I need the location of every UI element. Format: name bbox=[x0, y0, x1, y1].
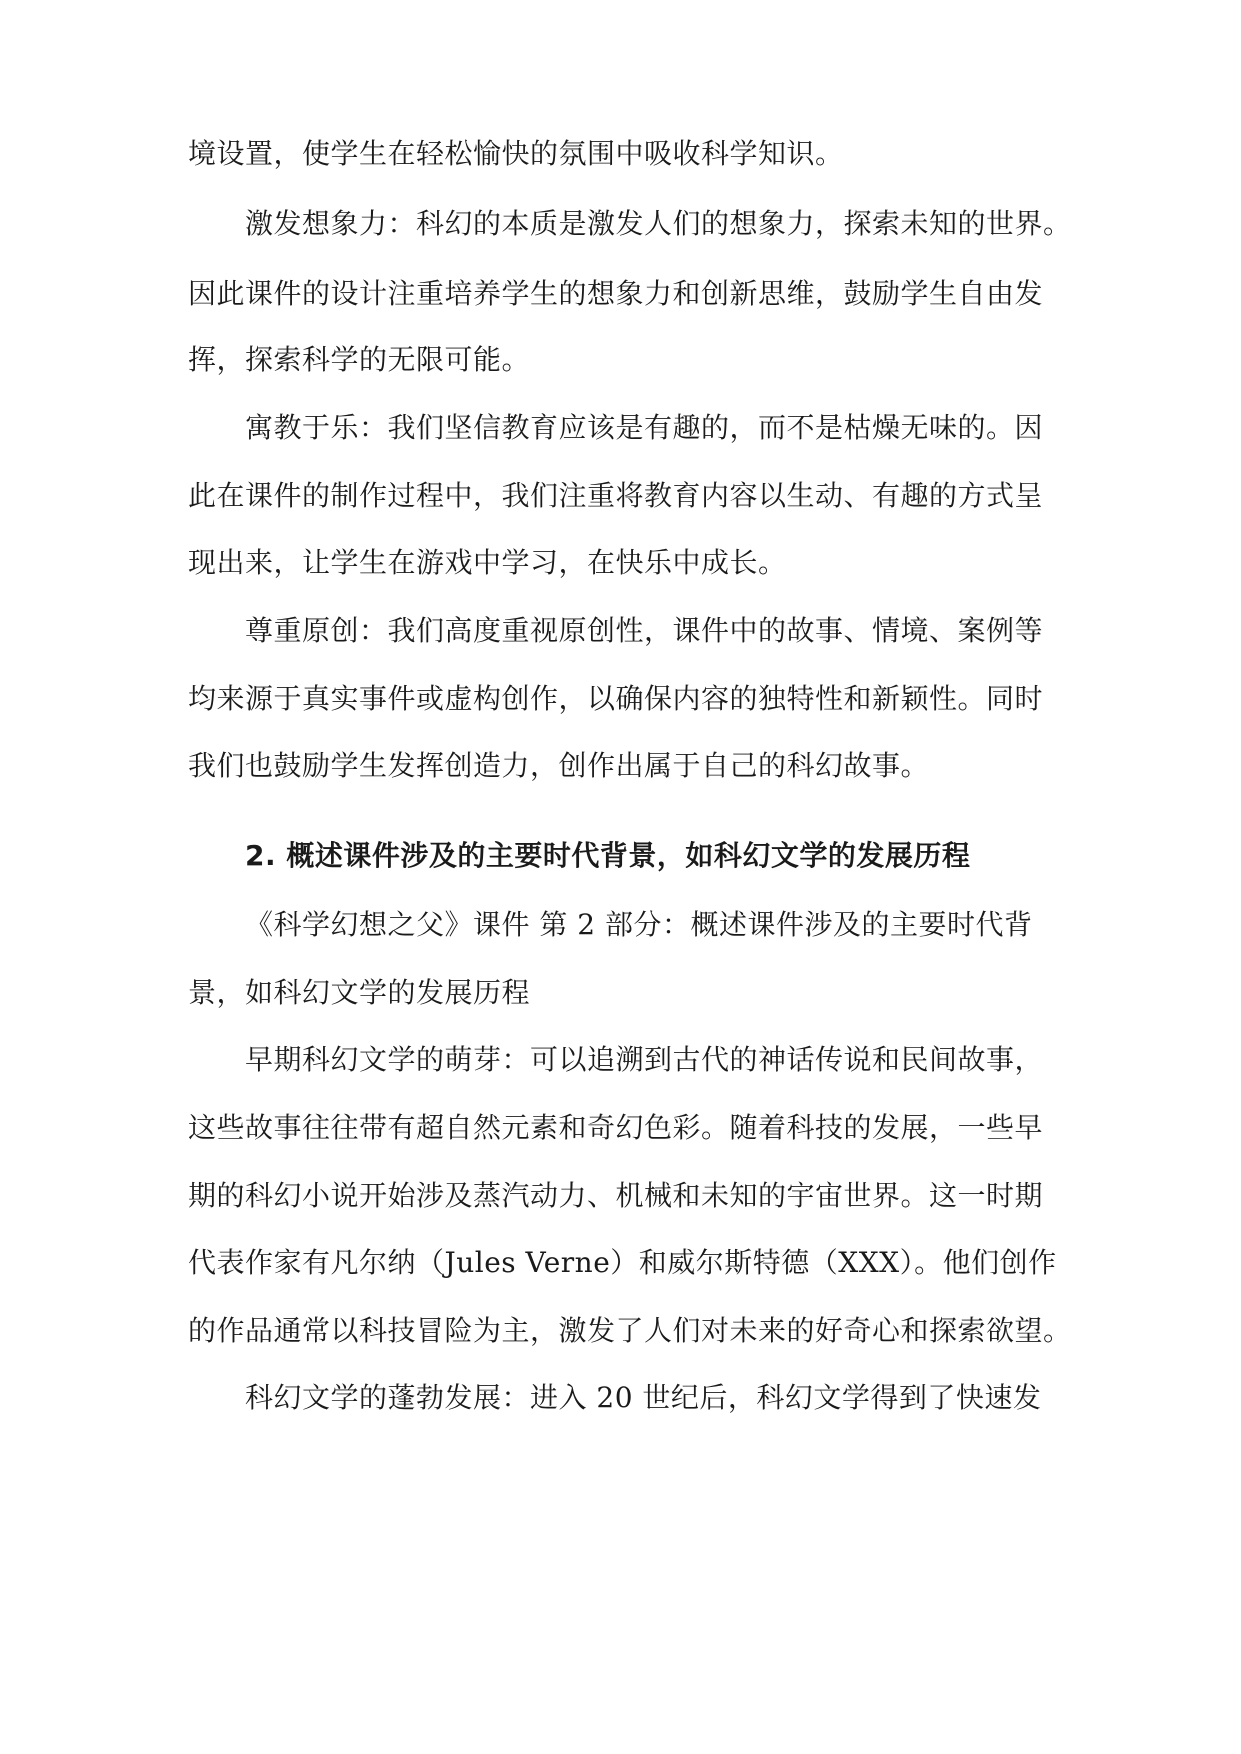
paragraph-line: 景，如科幻文学的发展历程 bbox=[188, 976, 531, 1009]
paragraph-line: 均来源于真实事件或虚构创作，以确保内容的独特性和新颖性。同时 bbox=[188, 682, 1044, 715]
paragraph-line: 此在课件的制作过程中，我们注重将教育内容以生动、有趣的方式呈 bbox=[188, 479, 1044, 512]
paragraph-line: 我们也鼓励学生发挥创造力，创作出属于自己的科幻故事。 bbox=[188, 749, 930, 782]
paragraph-line: 境设置，使学生在轻松愉快的氛围中吸收科学知识。 bbox=[188, 137, 844, 170]
paragraph-line: 这些故事往往带有超自然元素和奇幻色彩。随着科技的发展，一些早 bbox=[188, 1111, 1044, 1144]
paragraph-line: 寓教于乐：我们坚信教育应该是有趣的，而不是枯燥无味的。因 bbox=[245, 411, 1044, 444]
paragraph-line: 早期科幻文学的萌芽：可以追溯到古代的神话传说和民间故事， bbox=[245, 1043, 1044, 1076]
paragraph-line: 的作品通常以科技冒险为主，激发了人们对未来的好奇心和探索欲望。 bbox=[188, 1314, 1072, 1347]
paragraph-line: 现出来，让学生在游戏中学习，在快乐中成长。 bbox=[188, 546, 787, 579]
paragraph-line: 尊重原创：我们高度重视原创性，课件中的故事、情境、案例等 bbox=[245, 614, 1044, 647]
paragraph-line: 《科学幻想之父》课件 第 2 部分：概述课件涉及的主要时代背 bbox=[245, 908, 1033, 941]
paragraph-line: 激发想象力：科幻的本质是激发人们的想象力，探索未知的世界。 bbox=[245, 207, 1072, 240]
paragraph-line: 期的科幻小说开始涉及蒸汽动力、机械和未知的宇宙世界。这一时期 bbox=[188, 1179, 1044, 1212]
paragraph-line: 代表作家有凡尔纳（Jules Verne）和威尔斯特德（XXX）。他们创作 bbox=[188, 1246, 1057, 1279]
paragraph-line: 挥，探索科学的无限可能。 bbox=[188, 343, 531, 376]
paragraph-line: 因此课件的设计注重培养学生的想象力和创新思维，鼓励学生自由发 bbox=[188, 277, 1044, 310]
section-heading: 2. 概述课件涉及的主要时代背景，如科幻文学的发展历程 bbox=[245, 839, 971, 872]
paragraph-line: 科幻文学的蓬勃发展：进入 20 世纪后，科幻文学得到了快速发 bbox=[245, 1381, 1042, 1414]
